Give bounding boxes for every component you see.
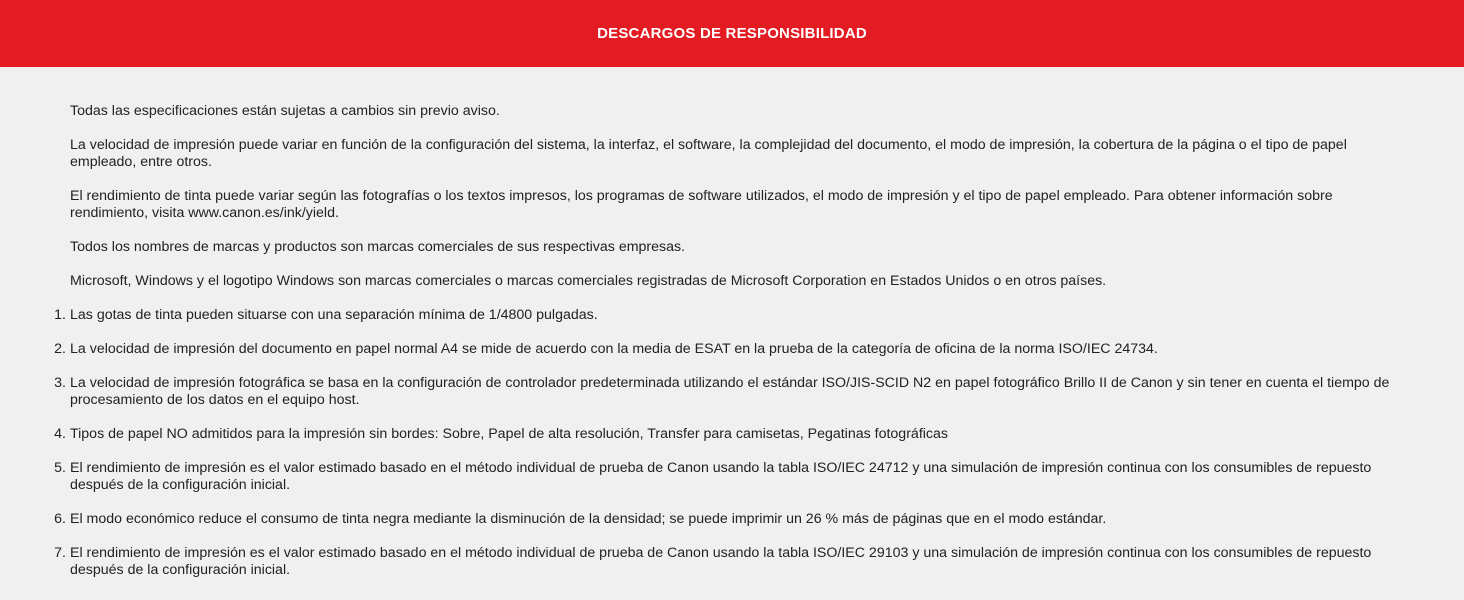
- disclaimers-title: DESCARGOS DE RESPONSIBILIDAD: [597, 25, 867, 42]
- disclaimer-paragraph: El rendimiento de tinta puede variar según las fotografías o los textos impresos, los programas de software utilizados, el modo de impresión y el tipo de papel empleado. Para obtener información sobre rendimiento, visita www.canon.es/ink/yield.: [70, 188, 1333, 221]
- footnote-text: La velocidad de impresión del documento en papel normal A4 se mide de acuerdo con la media de ESAT en la prueba de la categoría de oficina de la norma ISO/IEC 24734.: [70, 341, 1158, 357]
- footnote-item: [54, 426, 1400, 443]
- disclaimer-paragraph: La velocidad de impresión puede variar en función de la configuración del sistema, la interfaz, el software, la complejidad del documento, el modo de impresión, la cobertura de la página o el tipo de papel empleado, entre otros.: [70, 137, 1347, 170]
- footnote-item: [54, 341, 1400, 358]
- footnote-text: Las gotas de tinta pueden situarse con una separación mínima de 1/4800 pulgadas.: [70, 307, 598, 323]
- footnote-item: [54, 545, 1400, 579]
- disclaimer-paragraph: Todas las especificaciones están sujetas a cambios sin previo aviso.: [70, 103, 500, 119]
- disclaimers-header: [0, 0, 1464, 67]
- footnote-number: 7.: [54, 545, 66, 561]
- footnote-number: 5.: [54, 460, 66, 476]
- footnote-item: [54, 511, 1400, 528]
- footnote-number: 3.: [54, 375, 66, 391]
- disclaimer-paragraph: Todos los nombres de marcas y productos son marcas comerciales de sus respectivas empresas.: [70, 239, 686, 255]
- footnote-number: 2.: [54, 341, 66, 357]
- footnote-text: Tipos de papel NO admitidos para la impresión sin bordes: Sobre, Papel de alta resolución, Transfer para camisetas, Pegatinas fotográficas: [70, 426, 948, 442]
- footnote-text: La velocidad de impresión fotográfica se basa en la configuración de controlador predeterminada utilizando el estándar ISO/JIS-SCID N2 en papel fotográfico Brillo II de Canon y sin tener en cuenta el tiempo de procesamiento de los datos en el equipo host.: [70, 375, 1390, 408]
- footnote-item: [54, 460, 1400, 494]
- disclaimer-paragraph: Microsoft, Windows y el logotipo Windows son marcas comerciales o marcas comerciales registradas de Microsoft Corporation en Estados Unidos o en otros países.: [70, 273, 1107, 289]
- footnote-item: [54, 375, 1400, 409]
- footnote-number: 6.: [54, 511, 66, 527]
- footnote-text: El rendimiento de impresión es el valor estimado basado en el método individual de prueba de Canon usando la tabla ISO/IEC 29103 y una simulación de impresión continua con los consumibles de repuesto después de la configuración inicial.: [70, 545, 1372, 578]
- disclaimers-content: [0, 67, 1464, 579]
- footnote-text: El modo económico reduce el consumo de tinta negra mediante la disminución de la densidad; se puede imprimir un 26 % más de páginas que en el modo estándar.: [70, 511, 1107, 527]
- footnote-number: 4.: [54, 426, 66, 442]
- footnote-item: [54, 307, 1400, 324]
- footnote-number: 1.: [54, 307, 66, 323]
- footnote-text: El rendimiento de impresión es el valor estimado basado en el método individual de prueba de Canon usando la tabla ISO/IEC 24712 y una simulación de impresión continua con los consumibles de repuesto después de la configuración inicial.: [70, 460, 1372, 493]
